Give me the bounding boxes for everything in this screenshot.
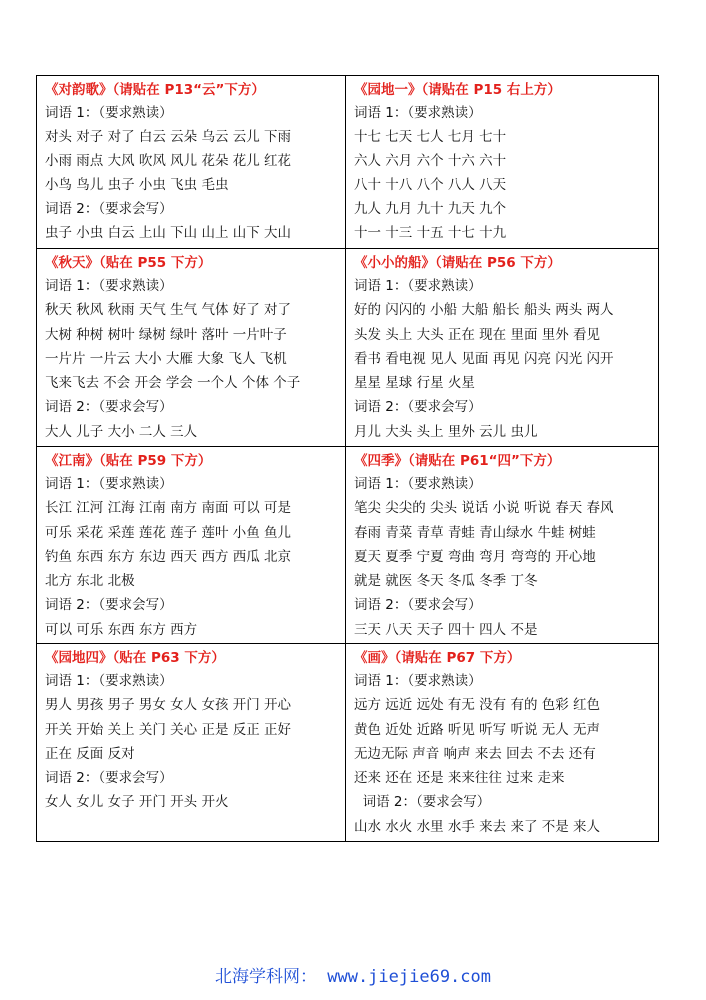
word-line: 春雨 青菜 青草 青蛙 青山绿水 牛蛙 树蛙 <box>354 524 596 541</box>
word-line: 山水 水火 水里 水手 来去 来了 不是 来人 <box>354 818 601 835</box>
lesson-cell-si-ji <box>345 446 659 644</box>
word-line: 笔尖 尖尖的 尖头 说话 小说 听说 春天 春风 <box>354 500 614 517</box>
word-line: 可乐 采花 采莲 莲花 莲子 莲叶 小鱼 鱼儿 <box>45 524 292 541</box>
word-line: 女人 女儿 女子 开门 开头 开火 <box>45 794 229 811</box>
word-line: 钓鱼 东西 东方 东边 西天 西方 西瓜 北京 <box>45 548 292 565</box>
word-line: 头发 头上 大头 正在 现在 里面 里外 看见 <box>354 326 601 343</box>
word-line: 大人 儿子 大小 二人 三人 <box>45 423 198 440</box>
lesson-title: 《对韵歌》（请贴在 P13“云”下方） <box>45 82 265 98</box>
word-line: 小雨 雨点 大风 吹风 风儿 花朵 花儿 红花 <box>45 153 292 169</box>
lesson-cell-jiang-nan <box>36 446 346 644</box>
word-line: 看书 看电视 见人 见面 再见 闪亮 闪光 闪开 <box>354 350 614 367</box>
word-line: 八十 十八 八个 八人 八天 <box>354 177 507 193</box>
word-line: 星星 星球 行星 火星 <box>354 375 475 392</box>
word-line: 小鸟 鸟儿 虫子 小虫 飞虫 毛虫 <box>45 177 229 193</box>
section-heading: 词语 1：（要求熟读） <box>45 105 173 121</box>
lesson-cell-dui-yun-ge <box>36 75 346 249</box>
section-heading: 词语 2：（要求会写） <box>354 597 482 614</box>
word-line: 夏天 夏季 宁夏 弯曲 弯月 弯弯的 开心地 <box>354 548 596 565</box>
word-line: 对头 对子 对了 白云 云朵 乌云 云儿 下雨 <box>45 129 292 145</box>
section-heading: 词语 2：（要求会写） <box>45 201 173 217</box>
word-line: 远方 远近 远处 有无 没有 有的 色彩 红色 <box>354 697 601 714</box>
section-heading: 词语 1：（要求熟读） <box>45 278 173 294</box>
section-heading: 词语 1：（要求熟读） <box>354 105 482 121</box>
word-line: 十七 七天 七人 七月 七十 <box>354 129 507 145</box>
word-line: 长江 江河 江海 江南 南方 南面 可以 可是 <box>45 500 292 517</box>
word-line: 就是 就医 冬天 冬瓜 冬季 丁冬 <box>354 573 538 590</box>
word-line: 九人 九月 九十 九天 九个 <box>354 201 507 217</box>
word-line: 月儿 大头 头上 里外 云儿 虫儿 <box>354 423 538 440</box>
word-line: 男人 男孩 男子 男女 女人 女孩 开门 开心 <box>45 697 292 714</box>
lesson-title: 《秋天》（贴在 P55 下方） <box>45 255 212 271</box>
word-line: 六人 六月 六个 十六 六十 <box>354 153 507 169</box>
section-heading: 词语 1：（要求熟读） <box>45 673 173 689</box>
section-heading: 词语 2：（要求会写） <box>45 399 173 416</box>
word-line: 大树 种树 树叶 绿树 绿叶 落叶 一片叶子 <box>45 326 287 343</box>
word-line: 黄色 近处 近路 听见 听写 听说 无人 无声 <box>354 721 601 738</box>
section-heading: 词语 2：（要求会写） <box>45 770 173 787</box>
word-line: 还来 还在 还是 来来往往 过来 走来 <box>354 770 565 787</box>
word-line: 飞来飞去 不会 开会 学会 一个人 个体 个子 <box>45 375 301 392</box>
word-line: 一片片 一片云 大小 大雁 大象 飞人 飞机 <box>45 350 287 367</box>
lesson-title: 《画》（请贴在 P67 下方） <box>354 650 521 666</box>
vocabulary-table <box>36 75 658 841</box>
word-line: 正在 反面 反对 <box>45 745 135 762</box>
section-heading: 词语 1：（要求熟读） <box>354 673 482 689</box>
word-line: 三天 八天 天子 四十 四人 不是 <box>354 621 538 638</box>
section-heading: 词语 1：（要求熟读） <box>354 476 482 492</box>
word-line: 虫子 小虫 白云 上山 下山 山上 山下 大山 <box>45 225 292 241</box>
word-line: 北方 东北 北极 <box>45 573 135 590</box>
lesson-cell-qiu-tian <box>36 248 346 447</box>
word-line: 好的 闪闪的 小船 大船 船长 船头 两头 两人 <box>354 302 614 319</box>
site-footer-link[interactable]: 北海学科网： www.jiejie69.com <box>215 967 491 987</box>
lesson-title: 《园地一》（请贴在 P15 右上方） <box>354 82 561 98</box>
word-line: 无边无际 声音 响声 来去 回去 不去 还有 <box>354 745 596 762</box>
lesson-title: 《园地四》（贴在 P63 下方） <box>45 650 225 666</box>
section-heading: 词语 2：（要求会写） <box>45 597 173 614</box>
word-line: 可以 可乐 东西 东方 西方 <box>45 621 198 638</box>
word-line: 开关 开始 关上 关门 关心 正是 反正 正好 <box>45 721 292 738</box>
word-line: 秋天 秋风 秋雨 天气 生气 气体 好了 对了 <box>45 302 292 319</box>
lesson-title: 《小小的船》（请贴在 P56 下方） <box>354 255 561 271</box>
section-heading: 词语 1：（要求熟读） <box>354 278 482 294</box>
lesson-cell-yuan-di-yi <box>345 75 659 249</box>
lesson-title: 《江南》（贴在 P59 下方） <box>45 453 212 469</box>
word-line: 十一 十三 十五 十七 十九 <box>354 225 507 241</box>
section-heading: 词语 2：（要求会写） <box>354 794 491 811</box>
section-heading: 词语 2：（要求会写） <box>354 399 482 416</box>
lesson-title: 《四季》（请贴在 P61“四”下方） <box>354 453 561 469</box>
lesson-cell-hua <box>345 643 659 842</box>
lesson-cell-yuan-di-si <box>36 643 346 842</box>
lesson-cell-xiao-xiao-de-chuan <box>345 248 659 447</box>
section-heading: 词语 1：（要求熟读） <box>45 476 173 492</box>
